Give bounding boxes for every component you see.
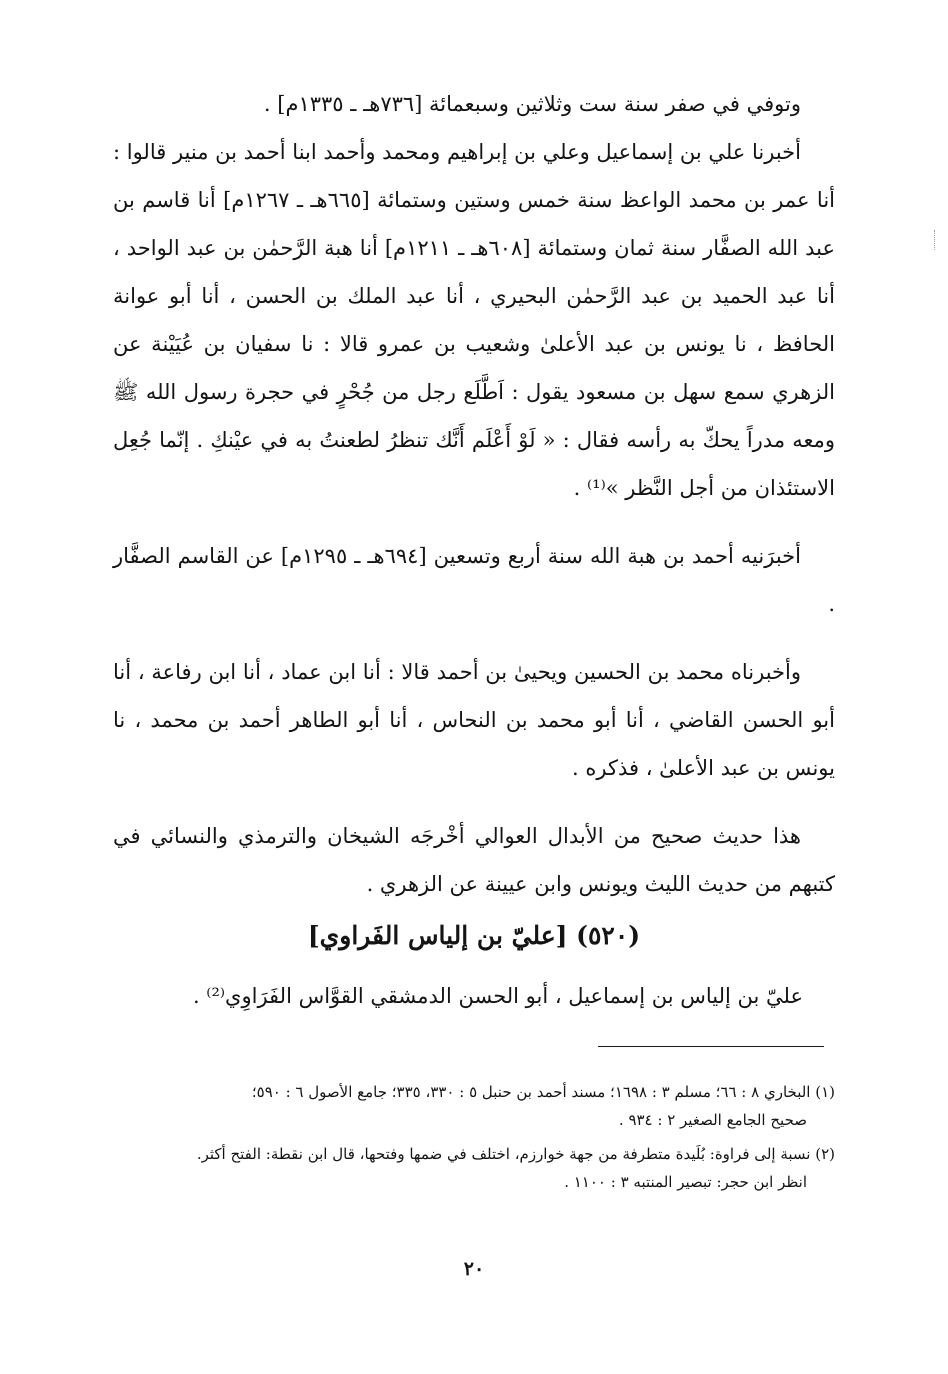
paragraph-grading: هذا حديث صحيح من الأبدال العوالي أخْرجَه الشيخان والترمذي والنسائي في كتبهم من حديث الليث ويونس وابن عيينة عن الزهري . bbox=[113, 824, 835, 896]
footnote-2-line-1: (٢) نسبة إلى فراوة: بُلَيدة متطرفة من جهة خوارزم، اختلف في ضمها وفتحها، قال ابن نقطة: الفتح أكثر. bbox=[196, 1145, 835, 1163]
biography-entry-line: عليّ بن إلياس بن إسماعيل ، أبو الحسن الدمشقي القوَّاس الفَرَاوِي⁽²⁾ . bbox=[192, 984, 803, 1008]
footnote-1-line-2: صحيح الجامع الصغير ٢ : ٩٣٤ . bbox=[618, 1111, 807, 1129]
main-text bbox=[113, 80, 835, 908]
footnote-2 bbox=[113, 1140, 835, 1196]
footnote-2-line-2: انظر ابن حجر: تبصير المنتبه ٣ : ١١٠٠ . bbox=[564, 1173, 807, 1191]
section-heading: (٥٢٠) [عليّ بن إلياس الفَراوي] bbox=[307, 921, 641, 950]
page-number: ٢٠ bbox=[463, 1258, 485, 1280]
paragraph-third-chain: وأخبرناه محمد بن الحسين ويحيىٰ بن أحمد قالا : أنا ابن عماد ، أنا ابن رفاعة ، أنا أبو الحسن القاضي ، أنا أبو محمد بن النحاس ، أنا أبو الطاهر أحمد بن محمد ، نا يونس بن عبد الأعلىٰ ، فذكره . bbox=[113, 660, 835, 780]
paragraph-hadith-chain: أخبرنا علي بن إسماعيل وعلي بن إبراهيم ومحمد وأحمد ابنا أحمد بن منير قالوا : أنا عمر بن محمد الواعظ سنة خمس وستين وستمائة [٦٦٥هـ ـ ١٢٦٧م] أنا قاسم بن عبد الله الصفَّار سنة ثمان وستمائة [٦٠٨هـ ـ ١٢١١م] أنا هبة الرَّحمٰن بن عبد الواحد ، أنا عبد الحميد بن عبد الرَّحمٰن البحيري ، أنا عبد الملك بن الحسن ، أنا أبو عوانة الحافظ ، نا يونس بن عبد الأعلىٰ وشعيب بن عمرو قالا : نا سفيان بن عُيَيْنة عن الزهري سمع سهل بن مسعود يقول : اَطَّلَع رجل من جُحْرٍ في حجرة رسول الله ﷺ ومعه مدراً يحكّ به رأسه فقال : « لَوْ أَعْلَم أَنَّك تنظرُ لطعنتُ به في عيْنكِ . إنّما جُعِل الاستئذان من أجل النَّظر »⁽¹⁾ . bbox=[113, 140, 836, 500]
footnote-separator bbox=[598, 1046, 824, 1047]
footnotes bbox=[113, 1078, 835, 1202]
footnote-1 bbox=[113, 1078, 835, 1134]
footnote-1-line-1: (١) البخاري ٨ : ٦٦؛ مسلم ٣ : ١٦٩٨؛ مسند أحمد بن حنبل ٥ : ٣٣٠، ٣٣٥؛ جامع الأصول ٦ : ٥٩٠؛ bbox=[251, 1083, 835, 1101]
paragraph-second-chain: أخبرَنيه أحمد بن هبة الله سنة أربع وتسعين [٦٩٤هـ ـ ١٢٩٥م] عن القاسم الصفَّار . bbox=[113, 544, 835, 616]
paragraph-death-date: وتوفي في صفر سنة ست وثلاثين وسبعمائة [٧٣٦هـ ـ ١٣٣٥م] . bbox=[263, 92, 801, 116]
scan-margin-mark bbox=[934, 230, 937, 250]
